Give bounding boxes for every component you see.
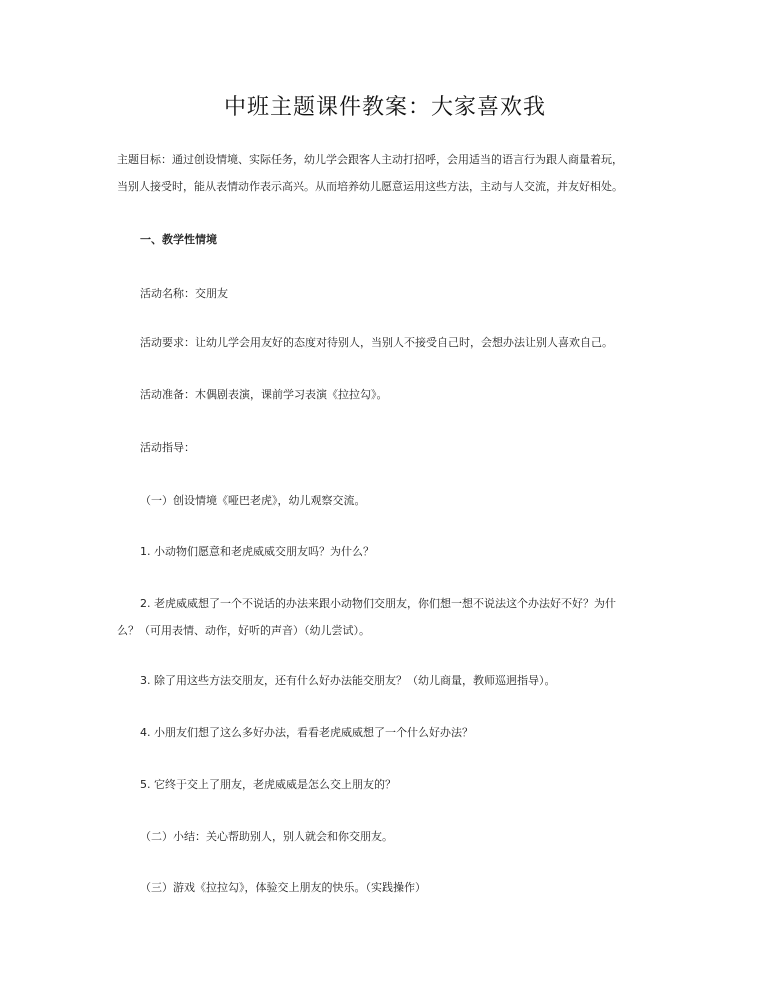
question-number: 4 (140, 726, 147, 739)
step-1: （一）创设情境《哑巴老虎》，幼儿观察交流。 (140, 494, 366, 507)
question-number: 1 (140, 545, 147, 558)
question-text: . 除了用这些方法交朋友，还有什么好办法能交朋友？（幼儿商量，教师巡迥指导）。 (147, 674, 556, 687)
question-4 (140, 719, 680, 746)
document-title: 中班主题课件教案：大家喜欢我 (223, 95, 546, 120)
question-2-continuation: 么？（可用表情、动作，好听的声音）（幼儿尝试）。 (117, 624, 370, 637)
question-text: . 老虎威威想了一个不说话的办法来跟小动物们交朋友，你们想一想不说法这个办法好不好？为什 (147, 597, 616, 610)
question-number: 2 (140, 597, 147, 610)
question-3 (140, 667, 680, 694)
goal-paragraph-line-2: 当别人接受时，能从表情动作表示高兴。从而培养幼儿愿意运用这些方法，主动与人交流，并友好相处。 (117, 180, 623, 193)
question-text: . 小动物们愿意和老虎威威交朋友吗？为什么？ (147, 545, 374, 558)
question-5 (140, 771, 680, 798)
question-number: 5 (140, 778, 147, 791)
question-text: . 它终于交上了朋友，老虎威威是怎么交上朋友的？ (147, 778, 396, 791)
question-1 (140, 538, 680, 565)
activity-requirement: 活动要求：让幼儿学会用友好的态度对待别人，当别人不接受自己时，会想办法让别人喜欢自己。 (140, 336, 613, 349)
question-number: 3 (140, 674, 147, 687)
section-heading: 一、教学性情境 (140, 233, 217, 246)
activity-guidance: 活动指导： (140, 441, 195, 454)
goal-paragraph-line-1: 主题目标：通过创设情境、实际任务，幼儿学会跟客人主动打招呼，会用适当的语言行为跟人商量着玩， (117, 153, 623, 166)
question-text: . 小朋友们想了这么多好办法，看看老虎威威想了一个什么好办法？ (147, 726, 473, 739)
question-2 (140, 590, 680, 617)
step-2: （二）小结：关心帮助别人，别人就会和你交朋友。 (140, 830, 393, 843)
step-3: （三）游戏《拉拉勾》，体验交上朋友的快乐。（实践操作） (140, 881, 426, 894)
activity-name: 活动名称：交朋友 (140, 287, 228, 300)
activity-preparation: 活动准备：木偶剧表演，课前学习表演《拉拉勾》。 (140, 388, 388, 401)
